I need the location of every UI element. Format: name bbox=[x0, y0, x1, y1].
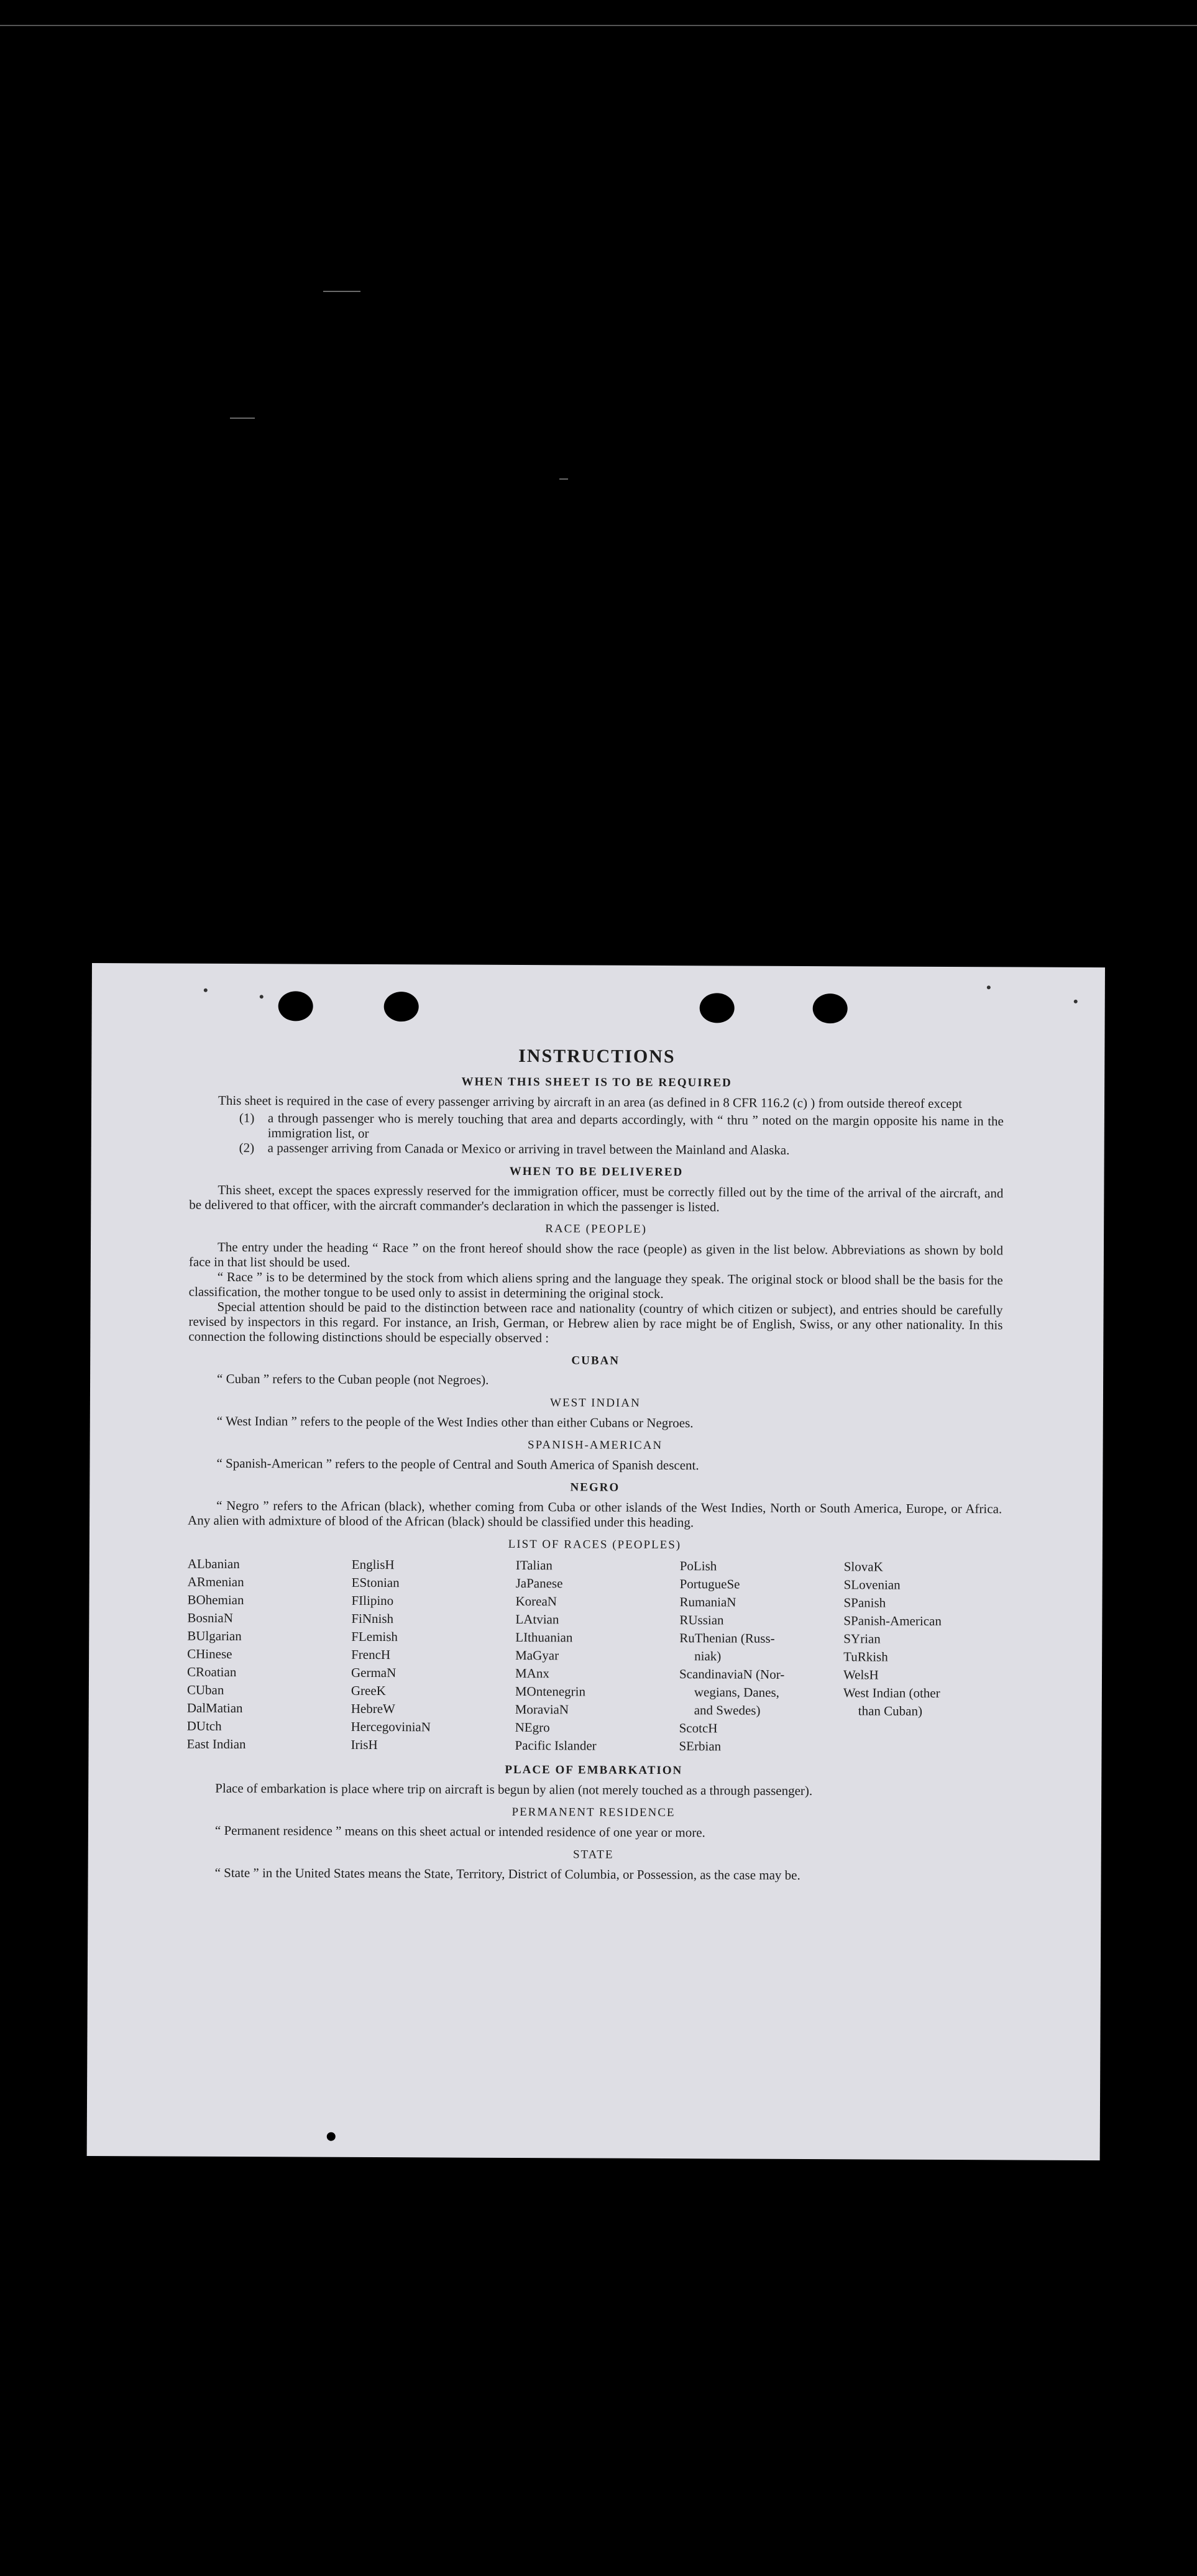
race-entry: DalMatian bbox=[186, 1700, 243, 1716]
scan-speck bbox=[230, 418, 255, 419]
section-paragraph: The entry under the heading “ Race ” on the front hereof should show the race (people) as given in the list below. Abbreviations as shown by bold face in that list should be used. bbox=[188, 1239, 1004, 1270]
race-entry: RuThenian (Russ- bbox=[679, 1630, 775, 1646]
section-heading: WHEN THIS SHEET IS TO BE REQUIRED bbox=[461, 1075, 732, 1090]
race-entry: GermaN bbox=[351, 1665, 397, 1681]
section-heading: STATE bbox=[572, 1848, 614, 1861]
scan-dot bbox=[987, 985, 991, 989]
race-entry: East Indian bbox=[186, 1736, 246, 1752]
race-entry: West Indian (other bbox=[843, 1685, 940, 1701]
race-entry: HebreW bbox=[351, 1701, 395, 1717]
section-heading: WHEN TO BE DELIVERED bbox=[509, 1164, 684, 1179]
race-entry: niak) bbox=[694, 1648, 722, 1664]
race-entry: LAtvian bbox=[515, 1611, 559, 1627]
race-entry: NEgro bbox=[515, 1719, 550, 1735]
race-entry: IrisH bbox=[351, 1737, 378, 1753]
section-heading: WEST INDIAN bbox=[550, 1396, 641, 1410]
race-entry: CUban bbox=[186, 1682, 224, 1697]
race-entry: than Cuban) bbox=[858, 1703, 923, 1719]
race-entry: EnglisH bbox=[351, 1556, 395, 1573]
race-entry: RUssian bbox=[679, 1612, 724, 1628]
item-text: a passenger arriving from Canada or Mexico or arriving in travel between the Mainland and Alaska. bbox=[267, 1140, 790, 1158]
section-paragraph: “ Cuban ” refers to the Cuban people (not Negroes). bbox=[217, 1371, 489, 1387]
punch-hole bbox=[813, 993, 848, 1023]
races-column bbox=[515, 1556, 673, 1755]
race-entry: SLovenian bbox=[843, 1577, 901, 1592]
races-column bbox=[679, 1557, 837, 1756]
race-entry: DUtch bbox=[186, 1718, 222, 1733]
race-entry: EStonian bbox=[351, 1574, 400, 1591]
race-entry: SPanish bbox=[843, 1595, 886, 1610]
section-paragraph: “ Race ” is to be determined by the stock from which aliens spring and the language they speak. The original stock or blood shall be the basis for the classification, the mother tongue to be used only to assist in determining the original stock. bbox=[188, 1269, 1003, 1302]
exception-list bbox=[190, 1110, 1004, 1159]
race-entry: FrencH bbox=[351, 1647, 391, 1663]
race-entry: CRoatian bbox=[186, 1664, 237, 1680]
race-entry: SYrian bbox=[843, 1631, 881, 1647]
section-heading: PERMANENT RESIDENCE bbox=[511, 1805, 676, 1820]
race-entry: BUlgarian bbox=[187, 1628, 242, 1644]
section-heading: PLACE OF EMBARKATION bbox=[505, 1763, 683, 1778]
section-paragraph: This sheet, except the spaces expressly reserved for the immigration officer, must be correctly filled out by the time of the arrival of the aircraft, and be delivered to that officer, with the aircraft commander's declaration in which the passenger is listed. bbox=[189, 1182, 1004, 1215]
race-entry: ARmenian bbox=[187, 1574, 244, 1590]
section-heading: NEGRO bbox=[570, 1481, 620, 1494]
race-entry: RumaniaN bbox=[679, 1594, 736, 1610]
section-paragraph: “ West Indian ” refers to the people of the West Indies other than either Cubans or Negroes. bbox=[216, 1413, 694, 1431]
punch-hole bbox=[384, 992, 419, 1021]
scan-dot bbox=[260, 995, 264, 998]
race-entry: SPanish-American bbox=[843, 1613, 942, 1628]
race-entry: WelsH bbox=[843, 1667, 879, 1683]
race-entry: ScandinaviaN (Nor- bbox=[679, 1666, 785, 1682]
races-list bbox=[186, 1555, 1001, 1757]
scan-dot bbox=[1074, 1000, 1078, 1003]
races-heading: LIST OF RACES (PEOPLES) bbox=[508, 1537, 682, 1552]
section-paragraph: This sheet is required in the case of every passenger arriving by aircraft in an area (as defined in 8 CFR 116.2 (c) ) from outside thereof except bbox=[218, 1092, 963, 1112]
scan-speck bbox=[559, 478, 568, 480]
race-entry: FiNnish bbox=[351, 1610, 394, 1627]
scan-speck bbox=[323, 291, 360, 292]
race-entry: LIthuanian bbox=[515, 1629, 573, 1645]
item-number: (2) bbox=[239, 1140, 255, 1156]
race-entry: MaGyar bbox=[515, 1647, 559, 1663]
race-entry: ALbanian bbox=[187, 1556, 240, 1572]
race-entry: wegians, Danes, bbox=[694, 1684, 779, 1700]
section-paragraph: “ Spanish-American ” refers to the people of Central and South America of Spanish descent. bbox=[216, 1455, 699, 1473]
race-entry: MAnx bbox=[515, 1665, 549, 1681]
race-entry: CHinese bbox=[187, 1646, 232, 1661]
race-entry: MoraviaN bbox=[515, 1701, 569, 1717]
item-number: (1) bbox=[239, 1110, 255, 1126]
section-paragraph: “ Permanent residence ” means on this sheet actual or intended residence of one year or more. bbox=[214, 1822, 705, 1840]
scanner-top-line bbox=[0, 25, 1197, 26]
exception-item bbox=[190, 1140, 1004, 1159]
race-entry: and Swedes) bbox=[694, 1702, 761, 1718]
instructions-sheet bbox=[87, 963, 1105, 2160]
races-column bbox=[186, 1555, 345, 1754]
race-entry: ScotcH bbox=[679, 1720, 718, 1736]
race-entry: KoreaN bbox=[515, 1593, 557, 1609]
race-entry: Pacific Islander bbox=[515, 1737, 597, 1753]
exception-item bbox=[190, 1110, 1004, 1144]
races-column bbox=[843, 1558, 1001, 1756]
section-heading: CUBAN bbox=[571, 1354, 620, 1368]
document-title: INSTRUCTIONS bbox=[518, 1045, 676, 1067]
section-paragraph: “ State ” in the United States means the State, Territory, District of Columbia, or Possession, as the case may be. bbox=[214, 1865, 800, 1883]
race-entry: HercegoviniaN bbox=[351, 1719, 431, 1735]
race-entry: FLemish bbox=[351, 1628, 398, 1645]
section-paragraph: Special attention should be paid to the distinction between race and nationality (country of which citizen or subject), and entries should be carefully revised by inspectors in this regard. For instance, an Irish, German, or Hebrew alien by race might be of English, Swiss, or any other nationality. In this connection the following distinctions should be especially observed : bbox=[188, 1299, 1003, 1346]
punch-hole bbox=[278, 991, 313, 1021]
race-entry: BosniaN bbox=[187, 1610, 233, 1625]
race-entry: PoLish bbox=[679, 1558, 717, 1574]
ink-blot bbox=[327, 2132, 336, 2141]
section-heading: RACE (PEOPLE) bbox=[545, 1222, 648, 1236]
race-entry: PortugueSe bbox=[679, 1576, 740, 1592]
race-entry: BOhemian bbox=[187, 1592, 244, 1608]
race-entry: FIlipino bbox=[351, 1592, 394, 1609]
item-text: a through passenger who is merely touching that area and departs accordingly, with “ thru ” noted on the margin opposite his name in the immigration list, or bbox=[267, 1110, 1004, 1141]
race-entry: ITalian bbox=[515, 1557, 553, 1573]
race-entry: GreeK bbox=[351, 1683, 386, 1699]
races-column bbox=[351, 1556, 509, 1755]
section-heading: SPANISH-AMERICAN bbox=[528, 1438, 663, 1453]
race-entry: MOntenegrin bbox=[515, 1683, 586, 1699]
race-entry: JaPanese bbox=[515, 1575, 563, 1591]
race-entry: SlovaK bbox=[843, 1559, 883, 1574]
document-body bbox=[186, 1044, 1004, 1884]
race-entry: TuRkish bbox=[843, 1649, 888, 1665]
race-entry: SErbian bbox=[679, 1738, 722, 1754]
section-paragraph: “ Negro ” refers to the African (black), whether coming from Cuba or other islands of the West Indies, North or South America, Europe, or Africa. Any alien with admixture of blood of the African (black) should be classified under this heading. bbox=[188, 1497, 1002, 1530]
section-paragraph: Place of embarkation is place where trip on aircraft is begun by alien (not merely touched as a through passenger). bbox=[215, 1780, 813, 1799]
punch-hole bbox=[700, 993, 735, 1023]
scan-dot bbox=[204, 989, 208, 992]
